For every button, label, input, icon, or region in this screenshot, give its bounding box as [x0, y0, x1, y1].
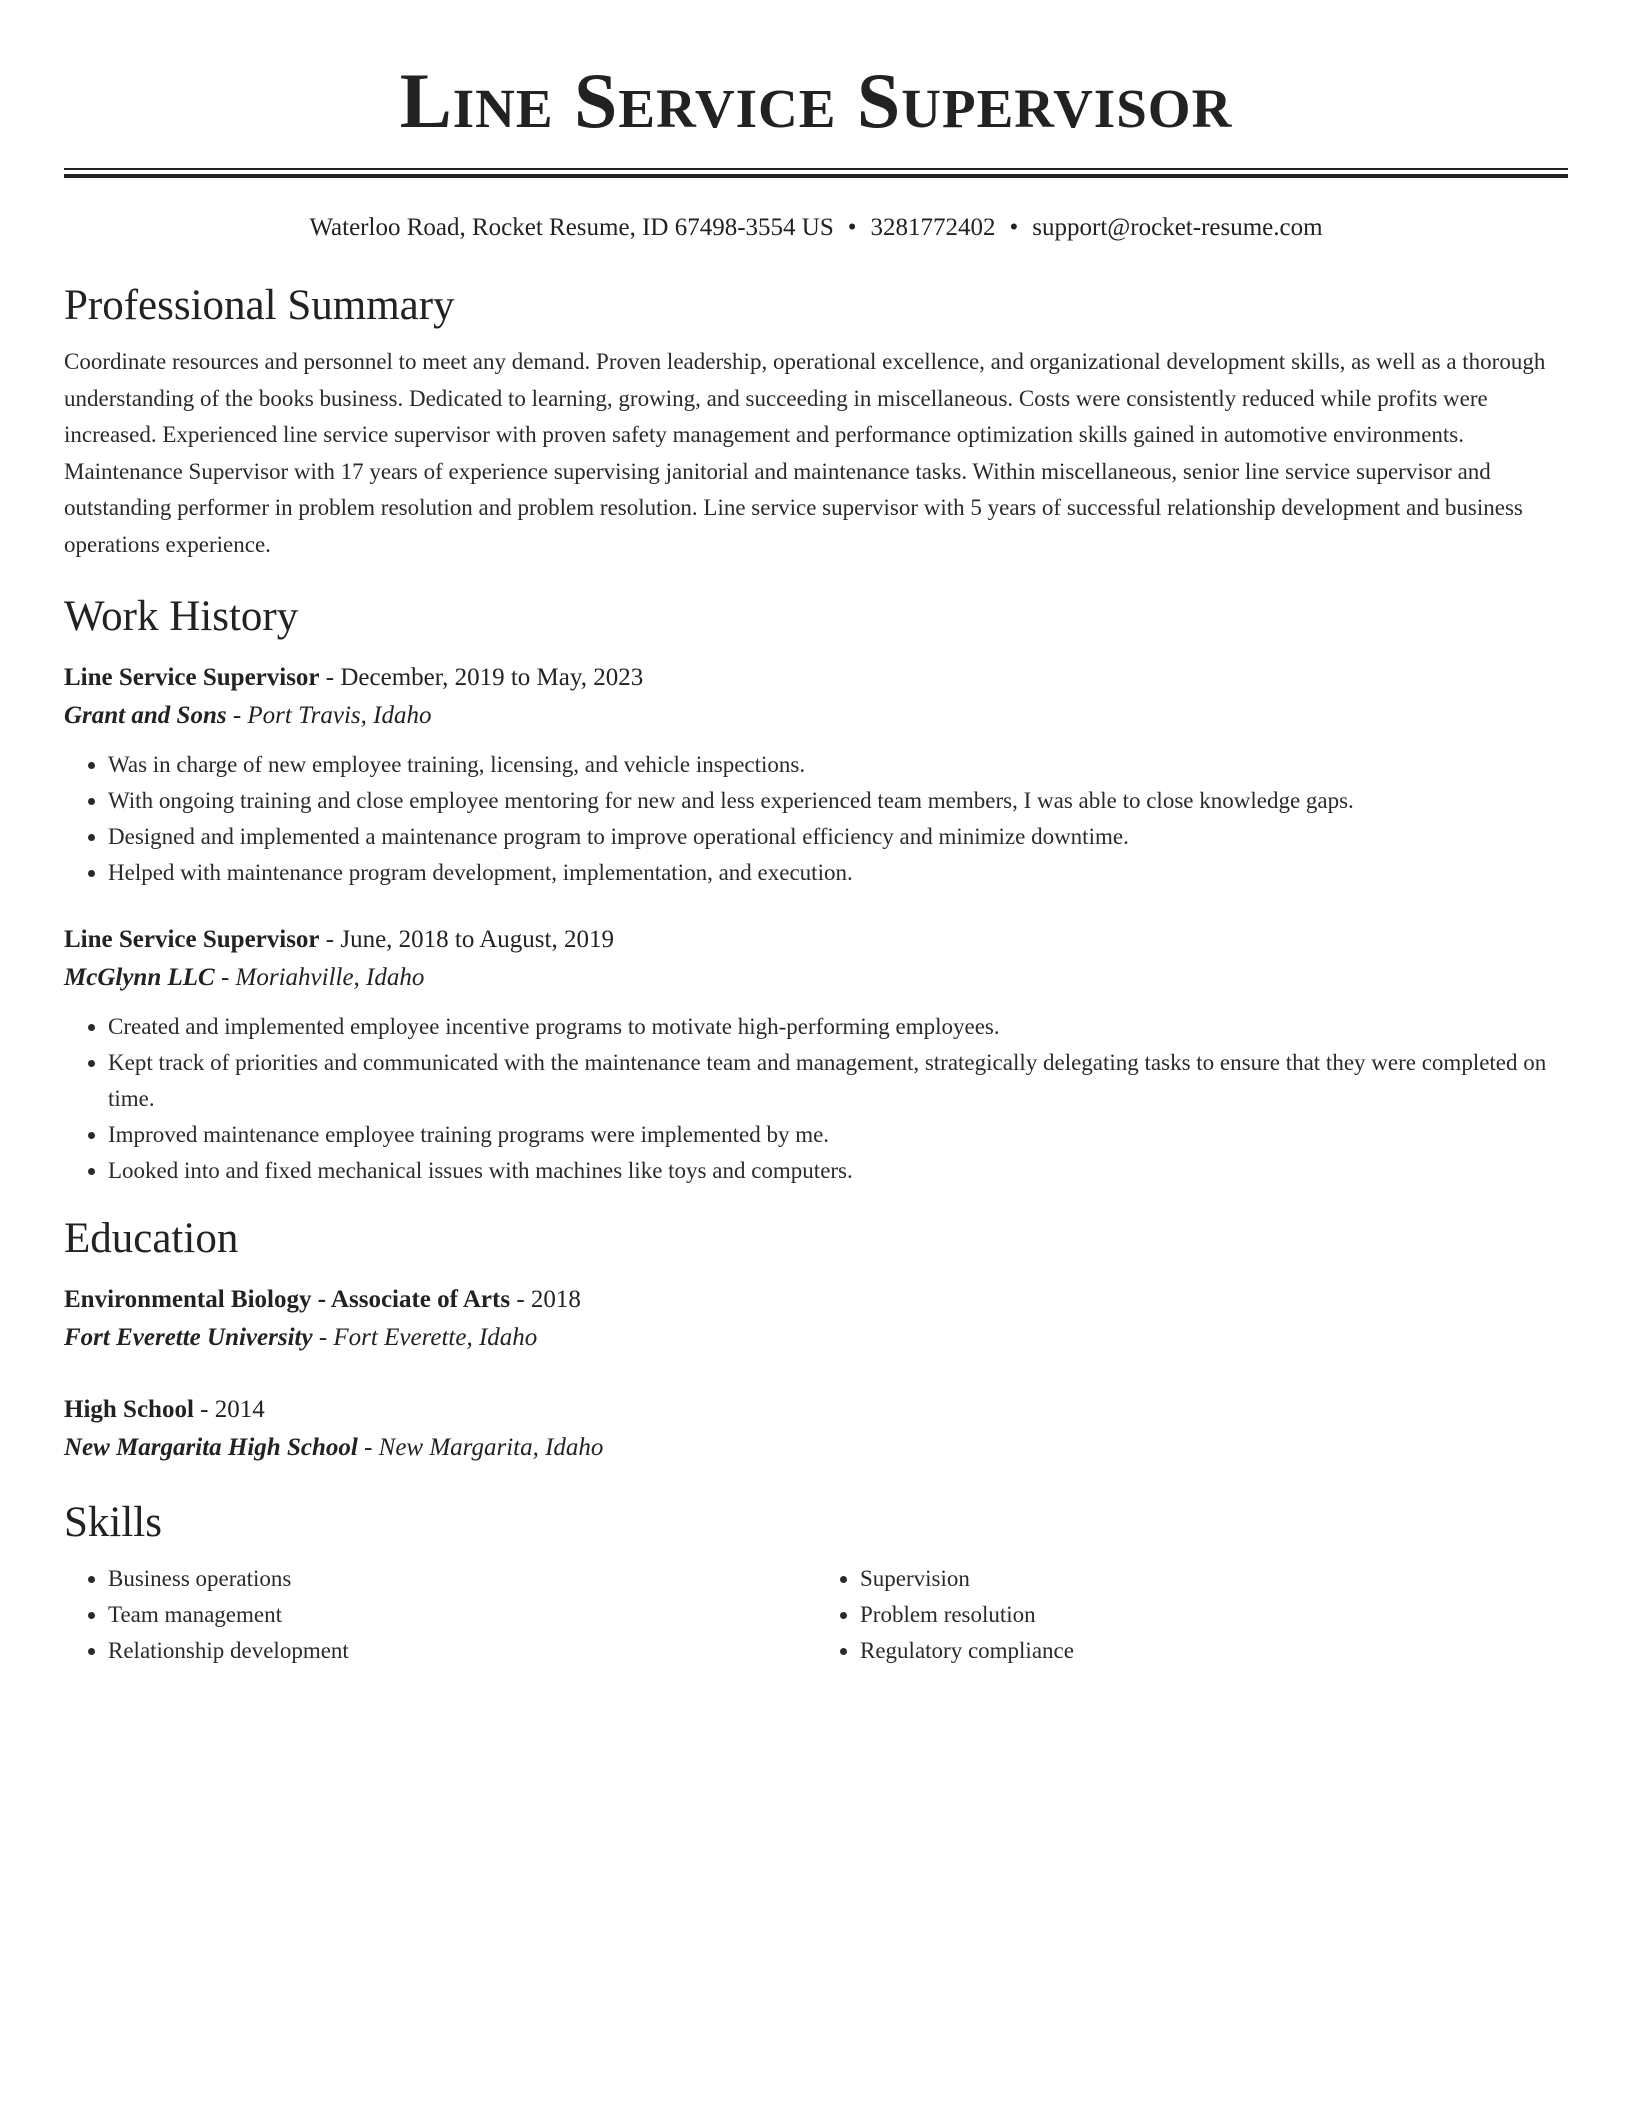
job-company: Grant and Sons	[64, 702, 227, 729]
summary-text: Coordinate resources and personnel to meet any demand. Proven leadership, operational excellence, and organizational development skills, as well as a thorough understanding of the books business. Dedicated to learning, growing, and succeeding in miscellaneous. Costs were consistently reduced while profits were increased. Experienced line service supervisor with proven safety management and performance optimization skills gained in automotive environments. Maintenance Supervisor with 17 years of experience supervising janitorial and maintenance tasks. Within miscellaneous, senior line service supervisor and outstanding performer in problem resolution and problem resolution. Line service supervisor with 5 years of successful relationship development and business operations experience.	[64, 349, 1546, 557]
education-degree: Environmental Biology - Associate of Arts	[64, 1286, 511, 1313]
education-school: Fort Everette University	[64, 1324, 313, 1351]
job-role: Line Service Supervisor	[64, 664, 320, 691]
contact-phone: 3281772402	[870, 214, 996, 241]
skills-list-right	[816, 1561, 1568, 1669]
education-school-line	[64, 1319, 1568, 1357]
job-company-line	[64, 697, 1568, 735]
education-heading: Education	[64, 1215, 239, 1262]
job-dates: - December, 2019 to May, 2023	[319, 664, 644, 691]
contact-address: Waterloo Road, Rocket Resume, ID 67498-3554 US	[309, 214, 834, 241]
job-header	[64, 921, 1568, 959]
job-bullet: • Looked into and fixed mechanical issues with machines like toys and computers.	[108, 1153, 1568, 1189]
job-bullet: • Improved maintenance employee training programs were implemented by me.	[108, 1117, 1568, 1153]
job-company: McGlynn LLC	[64, 964, 215, 991]
skills-heading: Skills	[64, 1499, 162, 1546]
skill-item: • Supervision	[860, 1561, 1568, 1597]
job-location: - Port Travis, Idaho	[226, 702, 432, 729]
contact-line	[64, 212, 1568, 244]
education-year: - 2014	[193, 1396, 265, 1423]
education-header	[64, 1281, 1568, 1319]
job-entry	[64, 921, 1568, 1189]
job-bullet: • Designed and implemented a maintenance program to improve operational efficiency and minimize downtime.	[108, 819, 1568, 855]
skills-columns	[64, 1561, 1568, 1669]
skill-item: • Business operations	[108, 1561, 816, 1597]
job-bullet: • Created and implemented employee incentive programs to motivate high-performing employees.	[108, 1009, 1568, 1045]
summary-heading: Professional Summary	[64, 282, 455, 329]
education-header	[64, 1391, 1568, 1429]
job-entry	[64, 659, 1568, 891]
education-location: - Fort Everette, Idaho	[312, 1324, 538, 1351]
job-bullets	[64, 1009, 1568, 1189]
skill-item: • Team management	[108, 1597, 816, 1633]
job-company-line	[64, 959, 1568, 997]
education-year: - 2018	[510, 1286, 581, 1313]
education-degree: High School	[64, 1396, 194, 1423]
contact-email[interactable]: support@rocket-resume.com	[1032, 214, 1323, 241]
skill-item: • Relationship development	[108, 1633, 816, 1669]
job-dates: - June, 2018 to August, 2019	[319, 926, 614, 953]
header-divider	[64, 168, 1568, 178]
education-entry	[64, 1281, 1568, 1357]
job-bullets	[64, 747, 1568, 891]
education-school: New Margarita High School	[64, 1434, 358, 1461]
contact-separator: •	[847, 214, 857, 241]
resume-name: Line Service Supervisor	[399, 57, 1233, 144]
education-entry	[64, 1391, 1568, 1467]
job-bullet: • Was in charge of new employee training, licensing, and vehicle inspections.	[108, 747, 1568, 783]
skills-list-left	[64, 1561, 816, 1669]
skill-item: • Problem resolution	[860, 1597, 1568, 1633]
job-bullet: • Helped with maintenance program development, implementation, and execution.	[108, 855, 1568, 891]
education-school-line	[64, 1429, 1568, 1467]
job-location: - Moriahville, Idaho	[214, 964, 425, 991]
work-history-heading: Work History	[64, 593, 299, 640]
job-bullet: • Kept track of priorities and communicated with the maintenance team and management, strategically delegating tasks to ensure that they were completed on time.	[108, 1045, 1568, 1117]
skill-item: • Regulatory compliance	[860, 1633, 1568, 1669]
job-role: Line Service Supervisor	[64, 926, 320, 953]
education-location: - New Margarita, Idaho	[357, 1434, 604, 1461]
job-bullet: • With ongoing training and close employee mentoring for new and less experienced team members, I was able to close knowledge gaps.	[108, 783, 1568, 819]
job-header	[64, 659, 1568, 697]
contact-separator: •	[1009, 214, 1019, 241]
